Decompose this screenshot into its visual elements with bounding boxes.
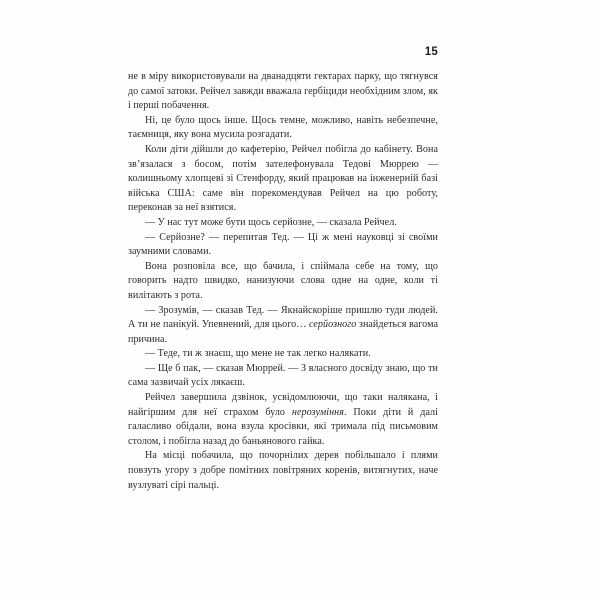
paragraph-text: Вона розповіла все, що бачила, і спіймала себе на тому, що говорить надто швидко, нанизуючи слова одне на одне, коли ті вилітають з рота. xyxy=(128,260,438,301)
paragraph-text: — Ще б пак, — сказав Мюррей. — З власного досвіду знаю, що ти сама зазвичай усіх лякаєш. xyxy=(128,362,438,389)
body-text-column xyxy=(128,70,438,493)
paragraph-text-before-emphasis: Рейчел завершила дзвінок, усвідомлюючи, що таки налякана, і найгіршим для неї страхом було xyxy=(128,392,438,418)
paragraph xyxy=(128,114,438,143)
emphasized-word: серйозного xyxy=(309,319,357,331)
paragraph xyxy=(128,260,438,304)
paragraph-text: — У нас тут може бути щось серйозне, — сказала Рейчел. xyxy=(145,216,397,228)
paragraph xyxy=(128,391,438,449)
paragraph-text: Коли діти дійшли до кафетерію, Рейчел побігла до кабінету. Вона зв’язалася з босом, потім зателефонувала Тедові Мюррею — колишньому хлопцеві зі Стенфорду, який працював на інженерній базі війська США: саме він порекомендував Рейчел на цю роботу, переконав за неї взятися. xyxy=(128,143,438,214)
page-number: 15 xyxy=(424,46,438,58)
paragraph-text: Ні, це було щось інше. Щось темне, можливо, навіть небезпечне, таємниця, яку вона мусила розгадати. xyxy=(128,114,438,141)
paragraph xyxy=(128,449,438,493)
paragraph xyxy=(128,143,438,216)
paragraph-text-before-emphasis: — Зрозумів, — сказав Тед. — Якнайскоріше пришлю туди людей. А ти не панікуй. Упевнений, для цього… xyxy=(128,304,438,331)
dialogue-paragraph xyxy=(128,216,438,231)
paragraph xyxy=(128,70,438,114)
dialogue-paragraph xyxy=(128,231,438,260)
paragraph-text: не в міру використовували на дванадцяти гектарах парку, що тягнувся до самої затоки. Рейчел завжди вважала гербіциди необхідним злом, як і перші побачення. xyxy=(128,71,438,112)
paragraph-text: На місці побачила, що почорнілих дерев побільшало і плями повзуть угору з добре помітних повітряних коренів, витягнутих, наче вузлуваті сірі пальці. xyxy=(128,450,438,491)
paragraph-text-after-emphasis: . Поки діти й далі галасливо обідали, вона взула кросівки, які тримала під письмовим столом, і побігла назад до баньянового гайка. xyxy=(128,406,439,447)
paragraph-text: — Теде, ти ж знаєш, що мене не так легко налякати. xyxy=(145,348,371,360)
paragraph-text: — Серйозне? — перепитав Тед. — Ці ж мені науковці зі своїми заумними словами. xyxy=(128,231,438,258)
paragraph-text-after-emphasis: знайдеться вагома причина. xyxy=(128,319,438,345)
dialogue-paragraph xyxy=(128,347,438,362)
dialogue-paragraph xyxy=(128,304,438,348)
dialogue-paragraph xyxy=(128,362,438,391)
emphasized-word: нерозуміння xyxy=(291,406,344,418)
